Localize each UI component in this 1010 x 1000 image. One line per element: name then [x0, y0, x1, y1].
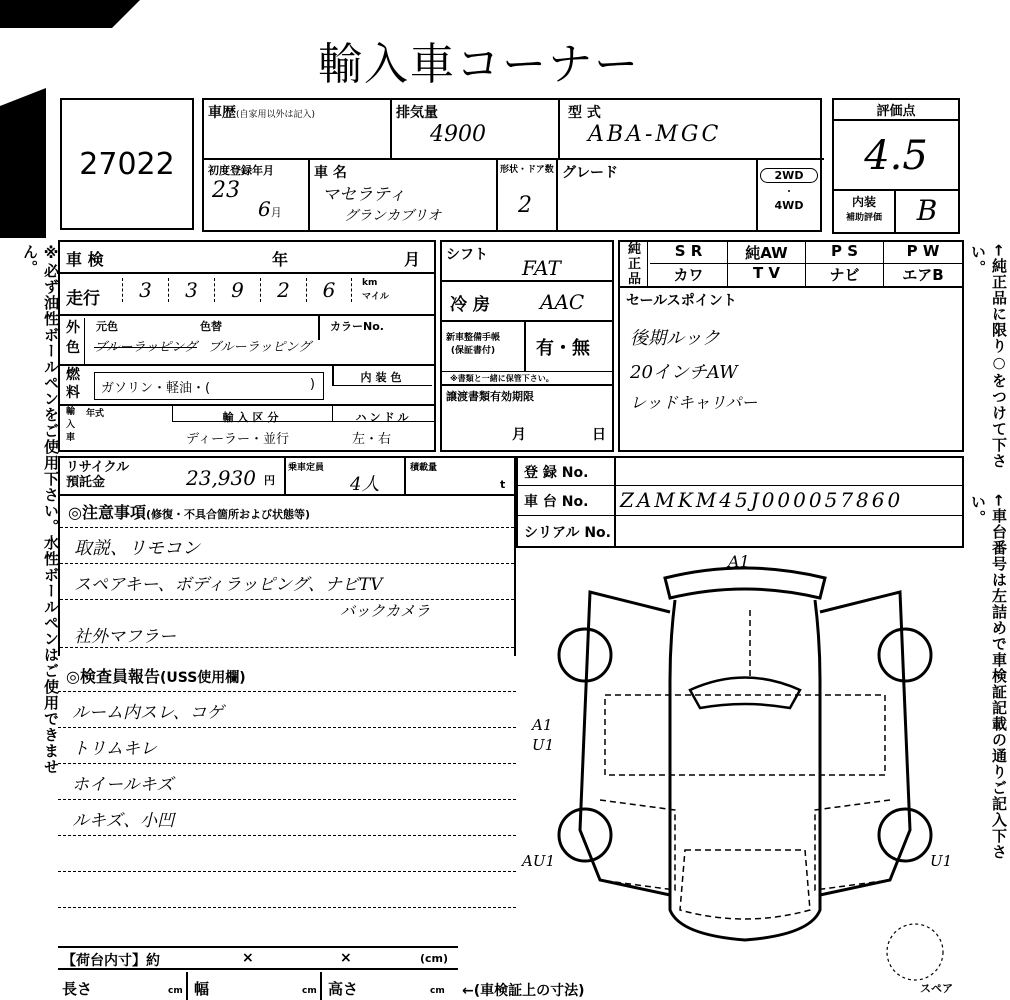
- first-reg-month: 6: [258, 197, 271, 221]
- dim-width-unit: cm: [302, 986, 317, 996]
- evaluation-label: 評価点: [834, 100, 958, 121]
- car-name-label: 車 名: [314, 165, 347, 181]
- bed-size-label: 【荷台内寸】約: [62, 953, 160, 969]
- car-history-label: 車歴: [208, 105, 236, 121]
- notes-line: 取説、リモコン: [60, 528, 514, 564]
- ac-value: AAC: [540, 290, 585, 314]
- notes-line: 社外マフラー: [60, 620, 514, 648]
- mark-left-side1: A1: [532, 716, 553, 734]
- drive-2wd: 2WD: [760, 168, 818, 183]
- ac-label: 冷 房: [450, 295, 490, 315]
- chassis-value: ZAMKM45J000057860: [620, 488, 904, 512]
- recycle-label2: 預託金: [66, 475, 106, 490]
- equip-aw: 純AW: [728, 242, 806, 264]
- car-history-note: (自家用以外は記入): [236, 110, 316, 120]
- corner-mark-left-2: [0, 88, 46, 238]
- transfer-doc-month: 月: [512, 427, 526, 443]
- maintenance-label1: 新車整備手帳: [446, 333, 501, 343]
- mileage-digits: [122, 278, 352, 302]
- mileage-digit: 2: [260, 278, 306, 302]
- dimensions-row: [58, 972, 458, 1000]
- shift-label: シフト: [446, 247, 488, 263]
- load-unit: t: [500, 478, 506, 491]
- interior-color-label: 内装色: [360, 371, 406, 384]
- equip-side3: 品: [627, 272, 641, 287]
- corner-mark-left: [0, 0, 140, 28]
- fuel-close: ): [309, 377, 315, 392]
- original-color-value: ブルーラッピング: [94, 340, 197, 355]
- import-side: 輸入車: [66, 407, 76, 443]
- car-name-line1: マセラティ: [322, 185, 406, 205]
- equip-airbag: エアB: [902, 266, 944, 284]
- inspection-month: 月: [404, 250, 421, 269]
- notes-sub: (修復・不具合箇所および状態等): [145, 508, 311, 521]
- doors-value: 2: [518, 193, 532, 218]
- sales-point-line: 後期ルック: [630, 328, 720, 349]
- notes-label: ◎注意事項: [68, 503, 146, 522]
- side-note-left: ※必ず油性ボールペンをご使用下さい。水性ボールペンはご使用できません。: [21, 244, 60, 775]
- mark-right-rear: U1: [930, 852, 953, 870]
- mileage-digit: 3: [168, 278, 214, 302]
- recycle-row: [58, 456, 516, 496]
- bed-size-x2: ×: [340, 950, 352, 966]
- middle-form: [440, 240, 614, 452]
- load-label: 積載量: [410, 463, 438, 473]
- mileage-digit: 9: [214, 278, 260, 302]
- equip-navi: ナビ: [806, 264, 884, 286]
- maintenance-value: 有・無: [536, 338, 590, 359]
- equip-pw: P W: [884, 242, 962, 264]
- chassis-box: [516, 456, 964, 548]
- interior-eval-label1: 内装: [851, 195, 876, 209]
- fuel-side2: 料: [66, 385, 80, 401]
- mileage-digit: 6: [306, 278, 352, 302]
- changed-color-label: 色替: [200, 320, 222, 333]
- interior-eval-value: B: [916, 194, 938, 227]
- serial-label: シリアル No.: [524, 525, 611, 541]
- first-reg-year: 23: [212, 178, 240, 203]
- equip-ps: P S: [806, 242, 884, 264]
- exterior-side1: 外: [66, 320, 80, 336]
- inspector-line: ルキズ、小凹: [58, 800, 516, 836]
- sales-point-box: [618, 286, 964, 452]
- bed-size-row: [58, 946, 458, 970]
- mileage-unit-km: km: [362, 278, 378, 288]
- page-title: 輸入車コーナー: [318, 39, 640, 90]
- maintenance-note: ※書類と一緒に保管下さい。: [450, 374, 554, 383]
- left-form: [58, 240, 436, 452]
- equipment-box: [618, 240, 964, 288]
- side-note-right: ←純正品に限り○をつけて下さい。: [969, 244, 1008, 469]
- fuel-value: ガソリン・軽油・(: [101, 381, 211, 396]
- inspector-line: ルーム内スレ、コゲ: [58, 692, 516, 728]
- sales-point-label: セールスポイント: [626, 293, 737, 309]
- maintenance-label2: (保証書付): [450, 346, 496, 356]
- registration-label: 登 録 No.: [524, 465, 589, 481]
- recycle-label1: リサイクル: [66, 460, 130, 475]
- exterior-side2: 色: [66, 340, 80, 356]
- handle-label: ハンドル: [355, 411, 412, 424]
- inspector-line: トリムキレ: [58, 728, 516, 764]
- transfer-doc-label: 譲渡書類有効期限: [446, 390, 534, 403]
- notes-section: [58, 496, 516, 656]
- mark-front: A1: [728, 552, 750, 571]
- import-label: 輸入区分: [222, 411, 283, 424]
- capacity-label: 乗車定員: [288, 463, 325, 473]
- inspector-line: ホイールキズ: [58, 764, 516, 800]
- inspector-section: [58, 660, 516, 940]
- equip-side1: 純: [627, 242, 641, 257]
- capacity-value: 4人: [350, 474, 380, 495]
- notes-line: スペアキー、ボディラッピング、ナビTV: [60, 564, 514, 600]
- mileage-label: 走行: [66, 289, 100, 309]
- dim-length: 長さ: [62, 980, 93, 998]
- dimensions-note: ←(車検証上の寸法): [462, 983, 585, 999]
- sales-point-line: レッドキャリパー: [630, 393, 758, 412]
- grade-label: グレード: [562, 165, 618, 181]
- chassis-label: 車 台 No.: [524, 494, 589, 510]
- dim-width: 幅: [194, 980, 210, 998]
- car-damage-diagram: [520, 550, 970, 960]
- mark-left-side2: U1: [532, 736, 555, 754]
- drive-4wd: 4WD: [774, 199, 804, 212]
- car-name-line2: グランカブリオ: [344, 208, 442, 224]
- equip-sr: S R: [650, 242, 728, 264]
- displacement-value: 4900: [430, 122, 486, 147]
- shift-value: FAT: [522, 256, 561, 280]
- sales-point-line: 20インチAW: [630, 362, 738, 383]
- inspector-sub: (USS使用欄): [159, 670, 246, 686]
- doors-label: 形状・ドア数: [500, 165, 554, 175]
- evaluation-score: 4.5: [834, 121, 958, 191]
- evaluation-box: [832, 98, 960, 234]
- original-color-label: 元色: [96, 320, 118, 333]
- mark-left-rear: AU1: [522, 852, 556, 870]
- handle-value: 左・右: [352, 432, 392, 447]
- color-no-label: カラーNo.: [330, 320, 384, 333]
- model-type-label: 型 式: [568, 105, 601, 121]
- lot-number: 27022: [79, 146, 175, 182]
- import-year-label: 年式: [86, 409, 105, 419]
- inspector-blank-line: [58, 836, 516, 872]
- transfer-doc-day: 日: [592, 427, 606, 443]
- inspection-label: 車 検: [66, 250, 104, 269]
- changed-color-value: ブルーラッピング: [208, 340, 311, 355]
- dim-height: 高さ: [328, 980, 359, 998]
- side-note-right-2: ←車台番号は左詰めで車検証記載の通りご記入下さい。: [969, 494, 1008, 860]
- bed-size-x1: ×: [242, 950, 254, 966]
- fuel-side1: 燃: [66, 367, 80, 383]
- lot-number-box: [60, 98, 194, 230]
- dim-length-unit: cm: [168, 986, 183, 996]
- recycle-unit: 円: [264, 474, 275, 487]
- mileage-digit: 3: [122, 278, 168, 302]
- header-grid: [202, 98, 822, 232]
- notes-line: バックカメラ: [340, 602, 431, 620]
- dim-height-unit: cm: [430, 986, 445, 996]
- spare-label: スペア: [920, 982, 953, 995]
- equip-leather: カワ: [650, 264, 728, 286]
- bed-size-unit: (cm): [420, 952, 449, 965]
- drive-dot: ・: [783, 185, 795, 198]
- interior-eval-label2: 補助評価: [845, 213, 882, 223]
- inspector-blank-line: [58, 872, 516, 908]
- inspection-year: 年: [272, 250, 289, 269]
- equip-tv: T V: [728, 264, 806, 286]
- first-reg-label: 初度登録年月: [208, 164, 274, 177]
- recycle-value: 23,930: [186, 466, 256, 490]
- model-type-value: ABA-MGC: [588, 122, 722, 147]
- displacement-label: 排気量: [396, 105, 438, 121]
- mileage-unit-mile: マイル: [362, 292, 389, 302]
- first-reg-month-unit: 月: [270, 206, 282, 219]
- inspector-label: ◎検査員報告: [66, 667, 160, 686]
- import-value: ディーラー・並行: [186, 432, 289, 447]
- equip-side2: 正: [627, 257, 641, 272]
